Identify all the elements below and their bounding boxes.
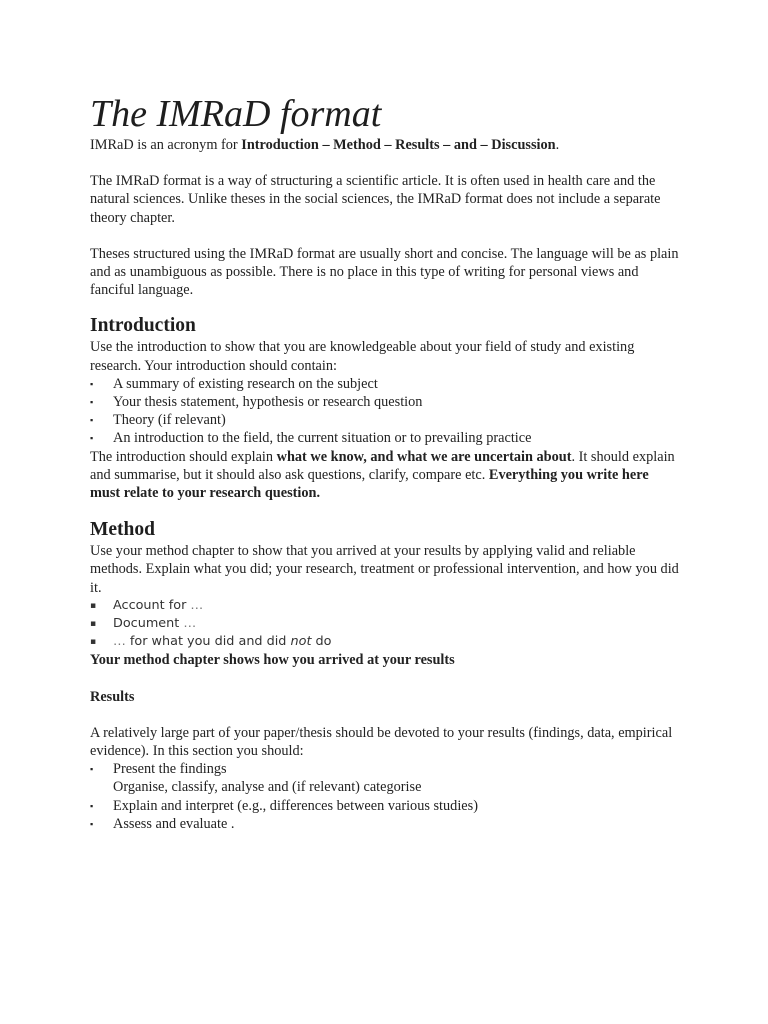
- paragraph-concise: Theses structured using the IMRaD format are usually short and concise. The language will be as plain and as unambiguous as possible. There is no place in this type of writing for personal views and fanciful language.: [90, 245, 679, 299]
- method-heading: Method: [90, 519, 155, 541]
- list-item: ▪ An introduction to the field, the current situation or to prevailing practice: [90, 430, 532, 447]
- list-item: ▪ Account for …: [90, 597, 204, 613]
- results-heading: Results: [90, 688, 135, 705]
- method-text: Use your method chapter to show that you arrived at your results by applying valid and reliable methods. Explain what you did; your research, treatment or professional intervention, and how you did it.: [90, 543, 679, 596]
- paragraph-structure: The IMRaD format is a way of structuring a scientific article. It is often used in health care and the natural sciences. Unlike theses in the social sciences, the IMRaD format does not include a separate theory chapter.: [90, 173, 661, 226]
- acronym-line: [90, 136, 680, 154]
- acronym-suffix: .: [555, 137, 560, 153]
- list-item: ▪ Theory (if relevant): [90, 412, 226, 429]
- bullet-icon: ▪: [90, 397, 94, 408]
- bullet-icon: ▪: [90, 378, 94, 389]
- bullet-icon: ▪: [90, 415, 94, 426]
- page-title: The IMRaD format: [90, 93, 382, 135]
- list-item: ▪ … for what you did and did not do: [90, 634, 332, 650]
- list-item: ▪ A summary of existing research on the subject: [90, 375, 378, 392]
- bullet-icon: ▪: [90, 600, 97, 611]
- list-item: ▪ Present the findings Organise, classify, analyse and (if relevant) categorise: [90, 761, 422, 796]
- method-list: [90, 597, 680, 652]
- results-text: A relatively large part of your paper/thesis should be devoted to your results (findings, data, empirical evidence). In this section you should:: [90, 724, 673, 760]
- introduction-explanation: The introduction should explain what we know, and what we are uncertain about. It should explain and summarise, but it should also ask questions, clarify, compare etc. Everything you write here must relate to your research question.: [90, 448, 675, 502]
- method-summary: Your method chapter shows how you arrived at your results: [90, 652, 455, 669]
- bullet-icon: ▪: [90, 800, 94, 811]
- bullet-icon: ▪: [90, 619, 97, 630]
- introduction-text: Use the introduction to show that you are knowledgeable about your field of study and existing research. Your introduction should contain:: [90, 339, 635, 374]
- results-list: [90, 760, 680, 833]
- list-item: ▪ Assess and evaluate .: [90, 815, 235, 832]
- list-item: ▪ Explain and interpret (e.g., differences between various studies): [90, 797, 478, 814]
- bullet-icon: ▪: [90, 637, 97, 648]
- bullet-icon: ▪: [90, 818, 94, 829]
- list-item: ▪ Your thesis statement, hypothesis or research question: [90, 394, 423, 411]
- document-page: [90, 92, 680, 833]
- acronym-expansion: Introduction – Method – Results – and – Discussion: [241, 137, 556, 153]
- bullet-icon: ▪: [90, 764, 94, 775]
- introduction-heading: Introduction: [90, 315, 196, 337]
- list-item: ▪ Document …: [90, 616, 197, 632]
- bullet-icon: ▪: [90, 433, 94, 444]
- introduction-list: [90, 375, 680, 448]
- acronym-prefix: IMRaD is an acronym for: [90, 137, 242, 153]
